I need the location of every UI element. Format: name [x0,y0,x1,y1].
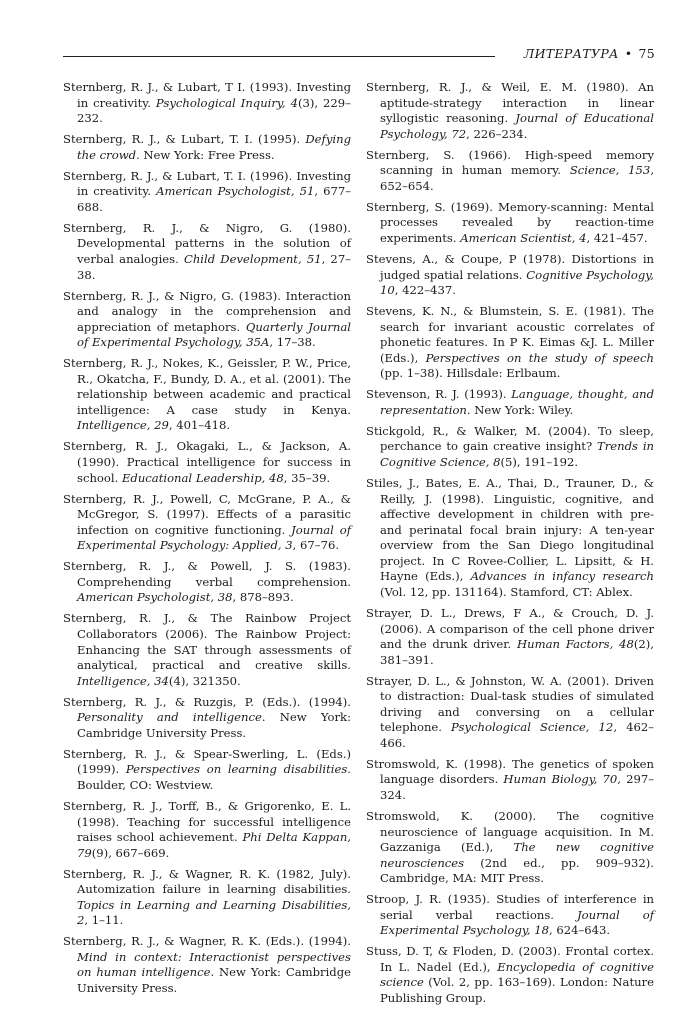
reference-entry: Stickgold, R., & Walker, M. (2004). To sleep, perchance to gain creative insight? Trends in Cognitive Science, 8(5), 191–192. [366,423,654,470]
header-text [524,46,655,61]
reference-entry: Sternberg, S. (1966). High-speed memory scanning in human memory. Science, 153, 652–654. [366,147,654,193]
reference-entry: Strayer, D. L., Drews, F A., & Crouch, D. J. (2006). A comparison of the cell phone driver and the drunk driver. Human Factors, 48(2), 381–391. [366,605,654,667]
reference-entry: Sternberg, R. J., Okagaki, L., & Jackson, A. (1990). Practical intelligence for success in school. Educational Leadership, 48, 35–39. [63,439,351,485]
reference-entry: Stuss, D. T, & Floden, D. (2003). Frontal cortex. In L. Nadel (Ed.), Encyclopedia of cognitive science (Vol. 2, pp. 163–169). London: Nature Publishing Group. [366,944,655,1006]
reference-entry: Stiles, J., Bates, E. A., Thai, D., Trauner, D., & Reilly, J. (1998). Linguistic, cognitive, and affective development in children with pre- and perinatal focal brain injury: A ten-year overview from the San Diego longitudinal project. In C Rovee-Collier, L. Lipsitt, & H. Hayne (Eds.), Advances in infancy research (Vol. 12, pp. 131164). Stamford, CT: Ablex. [366,476,654,599]
reference-entry: Sternberg, R. J., Powell, C, McGrane, P. A., & McGregor, S. (1997). Effects of a parasitic infection on cognitive functioning. Journal of Experimental Psychology: Applied, 3, 67–76. [63,491,352,553]
reference-entry: Sternberg, R. J., & Nigro, G. (1980). Developmental patterns in the solution of verbal analogies. Child Development, 51, 27–38. [63,220,351,282]
reference-entry: Strayer, D. L., & Johnston, W. A. (2001). Driven to distraction: Dual-task studies of simulated driving and conversing on a cellular telephone. Psychological Science, 12, 462–466. [366,673,654,750]
reference-entry: Sternberg, R. J., & Weil, E. M. (1980). An aptitude-strategy interaction in linear syllogistic reasoning. Journal of Educational Psychology, 72, 226–234. [366,80,655,141]
reference-entry: Stromswold, K. (1998). The genetics of spoken language disorders. Human Biology, 70, 297–324. [366,756,654,802]
reference-entry: Sternberg, R. J., Torff, B., & Grigorenko, E. L. (1998). Teaching for successful intelligence raises school achievement. Phi Delta Kappan, 79(9), 667–669. [63,798,351,860]
header-separator: • [624,46,633,61]
header-rule [63,56,495,57]
chapter-title: ЛИТЕРАТУРА [523,46,619,61]
reference-entry: Sternberg, R. J., & Wagner, R. K. (1982, July). Automization failure in learning disabilities. Topics in Learning and Learning Disabilities, 2, 1–11. [63,866,351,928]
reference-entry: Stromswold, K. (2000). The cognitive neuroscience of language acquisition. In M. Gazzaniga (Ed.), The new cognitive neurosciences (2nd ed., pp. 909–932). Cambridge, MA: MIT Press. [366,809,655,886]
running-header [63,44,655,66]
reference-entry: Sternberg, R. J., & Spear-Swerling, L. (Eds.) (1999). Perspectives on learning disabilities. Boulder, CO: Westview. [63,746,351,792]
reference-entry: Sternberg, R. J., & Powell, J. S. (1983). Comprehending verbal comprehension. American Psychologist, 38, 878–893. [63,559,351,605]
reference-entry: Sternberg, R. J., Nokes, K., Geissler, P. W., Price, R., Okatcha, F., Bundy, D. A., et al. (2001). The relationship between academic and practical intelligence: A case study in Kenya. Intelligence, 29, 401–418. [63,356,351,433]
reference-entry: Sternberg, R. J., & Wagner, R. K. (Eds.). (1994). Mind in context: Interactionist perspectives on human intelligence. New York: Cambridge University Press. [63,934,351,995]
reference-entry: Sternberg, S. (1969). Memory-scanning: Mental processes revealed by reaction-time experiments. American Scientist, 4, 421–457. [366,199,654,245]
reference-entry: Sternberg, R. J., & Nigro, G. (1983). Interaction and analogy in the comprehension and appreciation of metaphors. Quarterly Journal of Experimental Psychology, 35A, 17–38. [63,288,352,350]
reference-entry: Sternberg, R. J., & Lubart, T. I. (1996). Investing in creativity. American Psychologist, 51, 677–688. [63,168,352,214]
page-number: 75 [638,46,655,61]
right-column [366,80,654,1012]
reference-entry: Stevens, A., & Coupe, P (1978). Distortions in judged spatial relations. Cognitive Psychology, 10, 422–437. [366,251,654,298]
reference-entry: Stevenson, R. J. (1993). Language, thought, and representation. New York: Wiley. [366,387,655,417]
left-column [63,80,351,1002]
reference-entry: Stroop, J. R. (1935). Studies of interference in serial verbal reactions. Journal of Experimental Psychology, 18, 624–643. [366,892,654,938]
reference-entry: Sternberg, R. J., & Lubart, T. I. (1995). Defying the crowd. New York: Free Press. [63,132,351,162]
reference-entry: Sternberg, R. J., & The Rainbow Project Collaborators (2006). The Rainbow Project: Enhancing the SAT through assessments of analytical, practical and creative skills. Intelligence, 34(4), 321350. [63,611,351,688]
reference-entry: Stevens, K. N., & Blumstein, S. E. (1981). The search for invariant acoustic correlates of phonetic features. In P K. Eimas &J. L. Miller (Eds.), Perspectives on the study of speech (pp. 1–38). Hillsdale: Erlbaum. [366,304,655,381]
reference-entry: Sternberg, R. J., & Lubart, T I. (1993). Investing in creativity. Psychological Inquiry, 4(3), 229–232. [63,80,351,126]
reference-entry: Sternberg, R. J., & Ruzgis, P. (Eds.). (1994). Personality and intelligence. New York: Cambridge University Press. [63,694,351,740]
